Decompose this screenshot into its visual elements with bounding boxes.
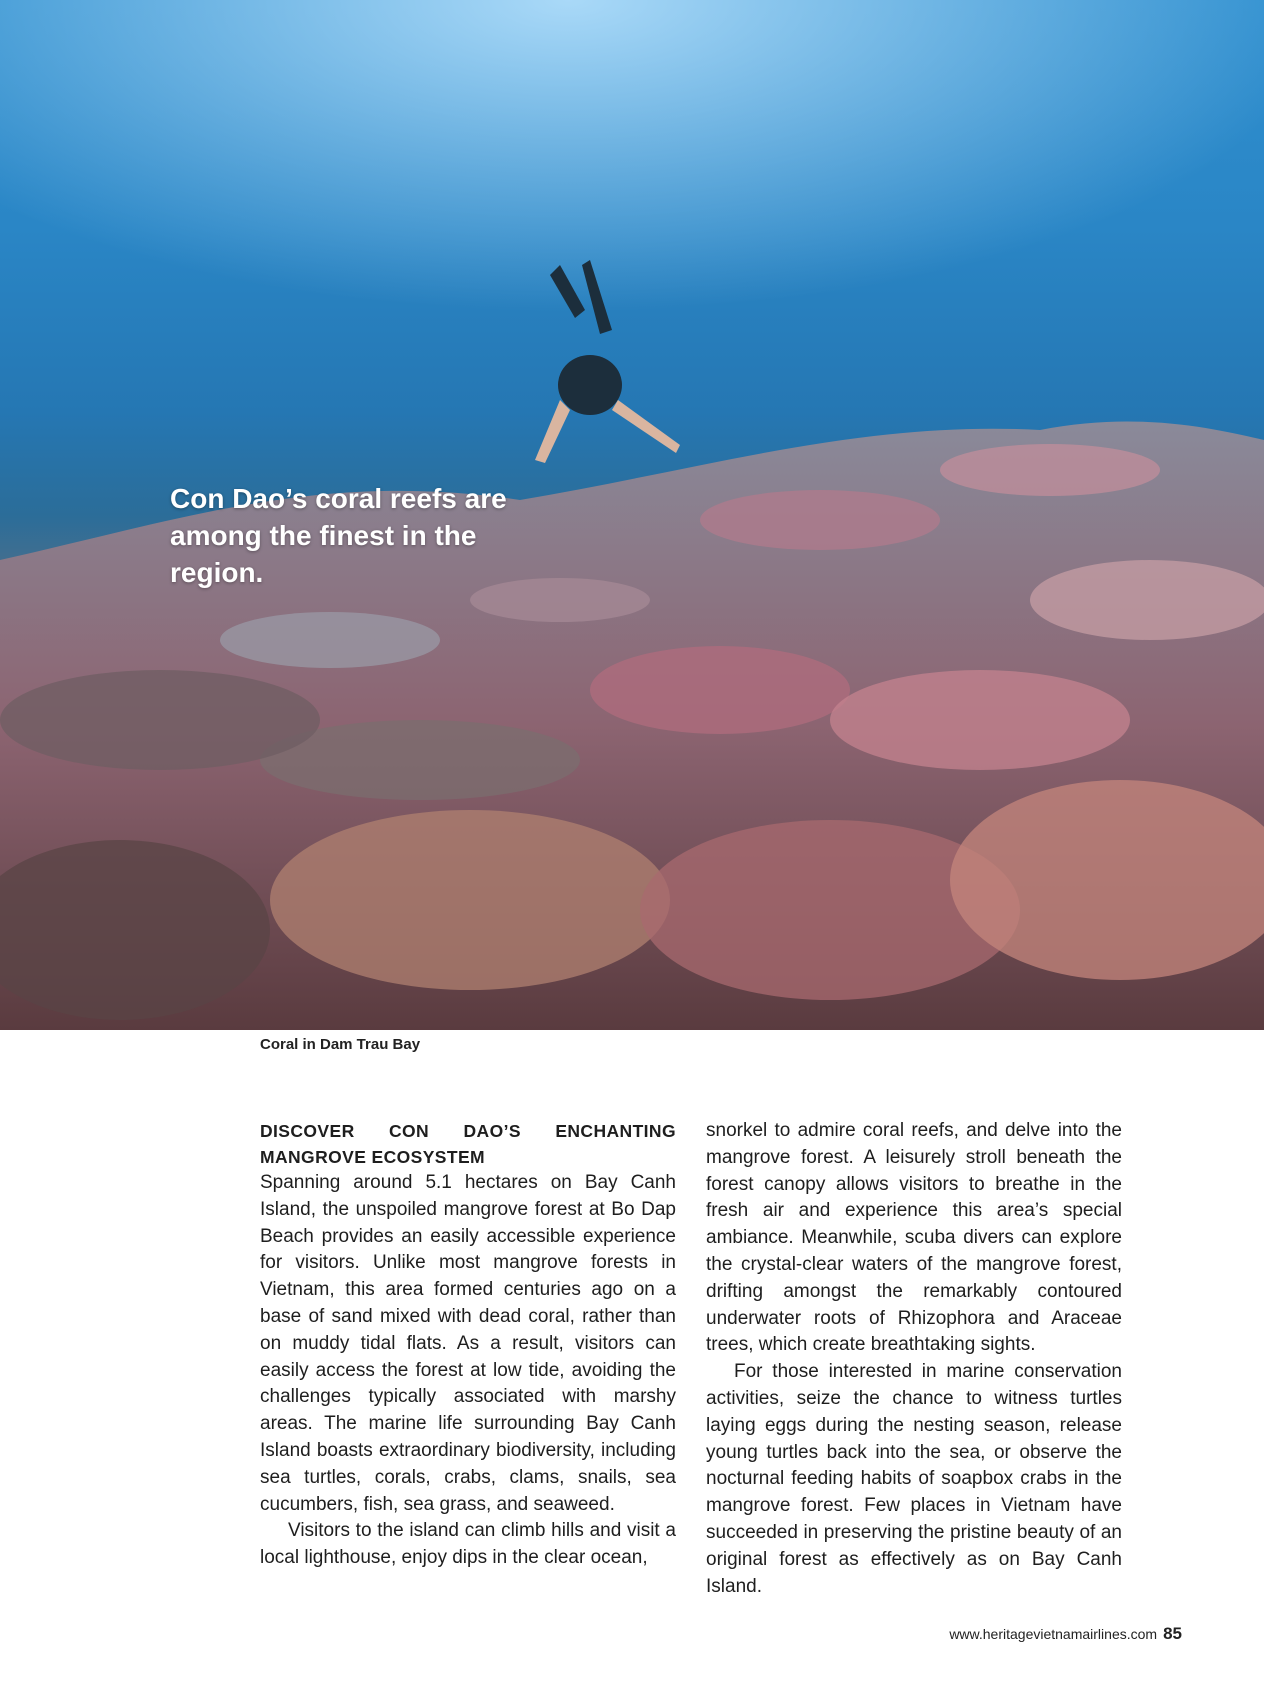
paragraph-2-start: Visitors to the island can climb hills and visit a local lighthouse, enjoy dips in the clear ocean, (260, 1520, 676, 1569)
paragraph-2-end: snorkel to admire coral reefs, and delve into the mangrove forest. A leisurely stroll beneath the forest canopy allows visitors to breathe in the fresh air and experience this area’s special ambiance. Meanwhile, scuba divers can explore the crystal-clear waters of the mangrove forest, drifting amongst the remarkably contoured underwater roots of Rhizophora and Araceae trees, which create breathtaking sights. (706, 1120, 1122, 1356)
article-column-right (706, 1118, 1122, 1600)
article-column-left (260, 1118, 676, 1572)
pull-quote: Con Dao’s coral reefs are among the finest in the region. (170, 483, 507, 588)
page-footer (949, 1624, 1182, 1644)
photo-caption: Coral in Dam Trau Bay (260, 1036, 421, 1053)
website-url: www.heritagevietnamairlines.com (949, 1626, 1158, 1642)
paragraph-3: For those interested in marine conservation activities, seize the chance to witness turtles laying eggs during the nesting season, release young turtles back into the sea, or observe the nocturnal feeding habits of soapbox crabs in the mangrove forest. Few places in Vietnam have succeeded in preserving the pristine beauty of an original forest as effectively as on Bay Canh Island. (706, 1361, 1122, 1597)
section-heading: DISCOVER CON DAO’S ENCHANTING MANGROVE ECOSYSTEM (260, 1121, 676, 1167)
page-number: 85 (1163, 1624, 1182, 1643)
paragraph-1: Spanning around 5.1 hectares on Bay Canh Island, the unspoiled mangrove forest at Bo Dap Beach provides an easily accessible experience for visitors. Unlike most mangrove forests in Vietnam, this area formed centuries ago on a base of sand mixed with dead coral, rather than on muddy tidal flats. As a result, visitors can easily access the forest at low tide, avoiding the challenges typically associated with marshy areas. The marine life surrounding Bay Canh Island boasts extraordinary biodiversity, including sea turtles, corals, crabs, clams, snails, sea cucumbers, fish, sea grass, and seaweed. (260, 1172, 676, 1515)
